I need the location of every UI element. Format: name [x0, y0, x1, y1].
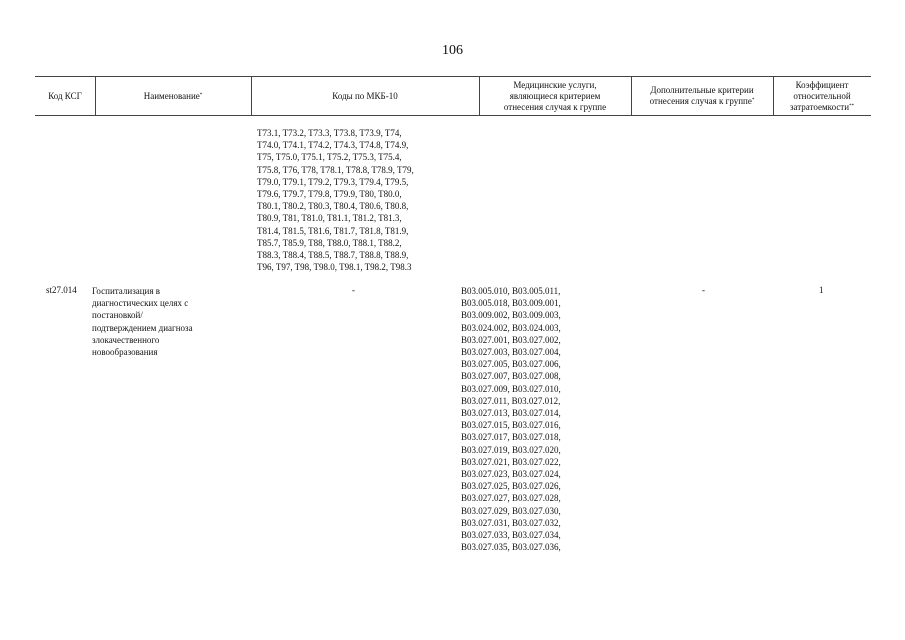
- header-ksg-code-label: Код КСГ: [48, 90, 82, 101]
- medical-services-cell: B03.005.010, B03.005.011, B03.005.018, B03.009.001, B03.009.002, B03.009.003, B03.024.002, B03.024.003, B03.027.001, B03.027.002, B03.027.003, B03.027.004, B03.027.005, B03.027.006, B03.027.007, B03.027.008, B03.027.009, B03.027.010, B03.027.011, B03.027.012, B03.027.013, B03.027.014, B03.027.015, B03.027.016, B03.027.017, B03.027.018, B03.027.019, B03.027.020, B03.027.021, B03.027.022, B03.027.023, B03.027.024, B03.027.025, B03.027.026, B03.027.027, B03.027.028, B03.027.029, B03.027.030, B03.027.031, B03.027.032, B03.027.033, B03.027.034, B03.027.035, B03.027.036,: [461, 286, 561, 553]
- page-number: 106: [442, 43, 463, 58]
- header-extra-criteria-line2: отнесения случая к группе: [649, 96, 752, 106]
- ksg-name-cell: Госпитализация в диагностических целях с постановкой/ подтверждением диагноза злокачественного новообразования: [92, 286, 193, 358]
- ksg-code-cell: st27.014: [46, 285, 77, 295]
- header-extra-criteria-line1: Дополнительные критерии: [650, 85, 754, 95]
- header-coefficient: [773, 77, 871, 115]
- extra-criteria-cell: -: [702, 285, 705, 295]
- header-mkb-codes: [251, 77, 479, 115]
- header-medical-services: [479, 77, 631, 115]
- table-header: [35, 76, 871, 116]
- header-medical-services-label: Медицинские услуги, являющиеся критерием отнесения случая к группе: [503, 79, 607, 112]
- previous-row-mkb-codes: T73.1, T73.2, T73.3, T73.8, T73.9, T74, T74.0, T74.1, T74.2, T74.3, T74.8, T74.9, T75, T75.0, T75.1, T75.2, T75.3, T75.4, T75.8, T76, T78, T78.1, T78.8, T78.9, T79, T79.0, T79.1, T79.2, T79.3, T79.4, T79.5, T79.6, T79.7, T79.8, T79.9, T80, T80.0, T80.1, T80.2, T80.3, T80.4, T80.6, T80.8, T80.9, T81, T81.0, T81.1, T81.2, T81.3, T81.4, T81.5, T81.6, T81.7, T81.8, T81.9, T85.7, T85.9, T88, T88.0, T88.1, T88.2, T88.3, T88.4, T88.5, T88.7, T88.8, T88.9, T96, T97, T98, T98.0, T98.1, T98.2, T98.3: [257, 128, 414, 273]
- header-name: [95, 77, 251, 115]
- header-extra-criteria-footnote-mark: *: [751, 98, 755, 103]
- header-mkb-codes-label: Коды по МКБ-10: [332, 90, 398, 101]
- header-coefficient-footnote-mark: **: [849, 103, 855, 109]
- header-name-footnote-mark: *: [199, 92, 203, 98]
- header-name-label: Наименование: [143, 90, 200, 101]
- header-ksg-code: [35, 77, 95, 115]
- mkb-codes-cell: -: [352, 285, 355, 295]
- header-extra-criteria: [631, 77, 773, 115]
- header-coefficient-line3: затратоемкости: [789, 101, 850, 112]
- header-coefficient-line2: относительной: [793, 90, 851, 101]
- coefficient-cell: 1: [819, 285, 824, 295]
- header-coefficient-line1: Коэффициент: [795, 79, 849, 90]
